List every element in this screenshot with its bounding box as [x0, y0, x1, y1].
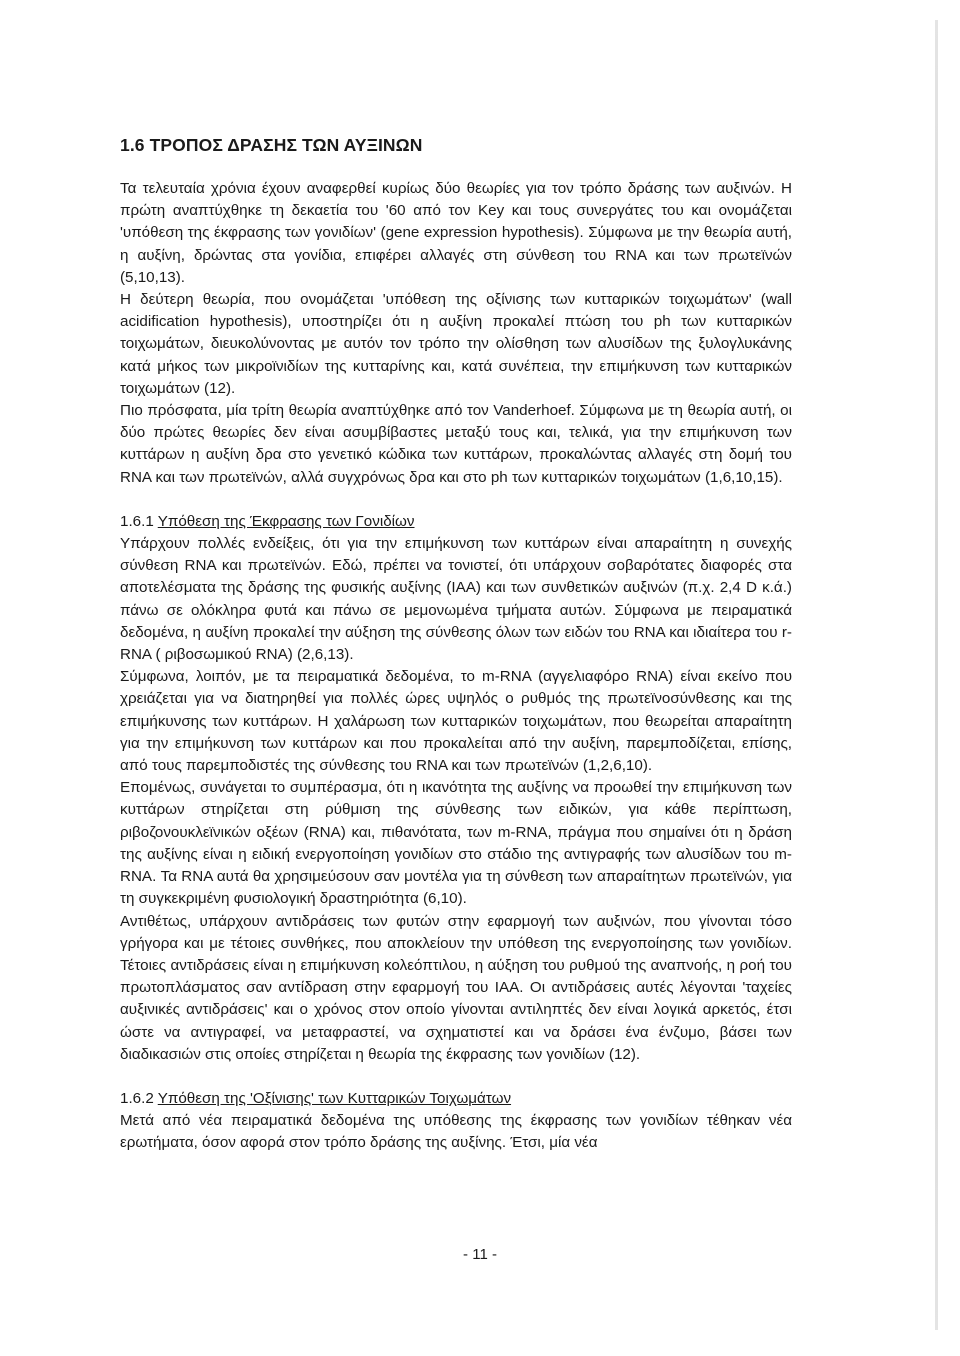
subsection-heading-1: [120, 511, 792, 533]
scan-edge-shadow: [935, 20, 938, 1330]
subsection-number-1: 1.6.1: [120, 512, 154, 530]
intro-paragraph-1: Τα τελευταία χρόνια έχουν αναφερθεί κυρίως δύο θεωρίες για τον τρόπο δράσης των αυξινών. Η πρώτη αναπτύχθηκε τη δεκαετία του '60 από τον Key και τους συνεργάτες του και ονομάζεται 'υπόθεση της έκφρασης των γονιδίων' (gene expression hypothesis). Σύμφωνα με την θεωρία αυτή, η αυξίνη, δρώντας στα γονίδια, επιφέρει αλλαγές στη σύνθεση του RNA και των πρωτεϊνών (5,10,13).: [120, 180, 792, 286]
subsection-title-2: Υπόθεση της 'Οξίνισης' των Κυτταρικών Τοιχωμάτων: [157, 1089, 512, 1107]
subsection-heading-2: [120, 1088, 792, 1110]
spacer: [120, 1066, 792, 1088]
subsection-1-paragraph-3: Επομένως, συνάγεται το συμπέρασμα, ότι η ικανότητα της αυξίνης να προωθεί την επιμήκυνση των κυττάρων στηρίζεται στη ρύθμιση της σύνθεσης των ειδικών, για κάθε περίπτωση, ριβοζονουκλεϊνικών οξέων (RNA) και, πιθανότατα, των m-RNA, πράγμα που σημαίνει ότι η δράση της αυξίνης είναι η ειδική ενεργοποίηση γονιδίων στο στάδιο της αντιγραφής των αλυσίδων του m-RNA. Τα RNA αυτά θα χρησιμεύσουν σαν μοντέλα για τη σύνθεση των απαραίτητων πρωτεϊνών, για τη συγκεκριμένη φυσιολογική δραστηριότητα (6,10).: [120, 779, 792, 908]
section-title: 1.6 ΤΡΟΠΟΣ ΔΡΑΣΗΣ ΤΩΝ ΑΥΞΙΝΩΝ: [120, 135, 423, 155]
spacer: [120, 489, 792, 511]
subsection-title-1: Υπόθεση της Έκφρασης των Γονιδίων: [157, 512, 415, 530]
subsection-1-paragraph-2: Σύμφωνα, λοιπόν, με τα πειραματικά δεδομένα, το m-RNA (αγγελιαφόρο RNA) είναι εκείνο που χρειάζεται για να διατηρηθεί για πολλές ώρες υψηλός ο ρυθμός της πρωτεϊνοσύνθεσης και της επιμήκυνσης των κυττάρων. Η χαλάρωση των κυτταρικών τοιχωμάτων, που θεωρείται απαραίτητη για την επιμήκυνση των κυττάρων και που προκαλείται από την αυξίνη, παρεμποδίζεται, επίσης, από τους παρεμποδιστές της σύνθεσης του RNA και των πρωτεϊνών (1,2,6,10).: [120, 668, 792, 775]
subsection-1-paragraph-4: Αντιθέτως, υπάρχουν αντιδράσεις των φυτών στην εφαρμογή των αυξινών, που γίνονται τόσο γρήγορα και με τέτοιες συνθήκες, που αποκλείουν την υπόθεση της ενεργοποίησης των γονιδίων. Τέτοιες αντιδράσεις είναι η επιμήκυνση κολεόπτιλου, η αύξηση του ρυθμού της αναπνοής, η ροή του πρωτοπλάσματος σαν αντίδραση στην εφαρμογή του ΙΑΑ. Οι αντιδράσεις αυτές λέγονται 'ταχείες αυξινικές αντιδράσεις' και ο χρόνος στον οποίο γίνονται αντιληπτές δεν είναι λογικά αρκετός, έτσι ώστε να αντιγραφεί, να μεταφραστεί, να σχηματιστεί και να δράσει ένα ένζυμο, βάσει των διαδικασιών στις οποίες στηρίζεται η θεωρία της έκφρασης των γονιδίων (12).: [120, 912, 792, 1063]
subsection-number-2: 1.6.2: [120, 1089, 154, 1107]
intro-paragraph-3: Πιο πρόσφατα, μία τρίτη θεωρία αναπτύχθηκε από τον Vanderhoef. Σύμφωνα με τη θεωρία αυτή, οι δύο πρώτες θεωρίες δεν είναι ασυμβίβαστες μεταξύ τους και, τελικά, για την επιμήκυνση των κυττάρων η αυξίνη δρα στο γενετικό κώδικα των κυττάρων, προκαλώντας αλλαγές στη δομή του RNA και των πρωτεϊνών, αλλά συγχρόνως δρα και στο ph των κυτταρικών τοιχωμάτων (1,6,10,15).: [120, 402, 792, 486]
subsection-1-paragraph-1: Υπάρχουν πολλές ενδείξεις, ότι για την επιμήκυνση των κυττάρων είναι απαραίτητη η συνεχής σύνθεση RNA και πρωτεϊνών. Εδώ, πρέπει να τονιστεί, ότι υπάρχουν σοβαρότατες διαφορές στα αποτελέσματα της δράσης της φυσικής αυξίνης (ΙΑΑ) και των συνθετικών αυξινών (π.χ. 2,4 D κ.ά.) πάνω σε ολόκληρα φυτά και πάνω σε μεμονωμένα τμήματα αυτών. Σύμφωνα με πειραματικά δεδομένα, η αυξίνη προκαλεί την αύξηση της σύνθεσης όλων των ειδών του RNA και ιδιαίτερα του r-RNA ( ριβοσωμικού RNA) (2,6,13).: [120, 535, 792, 664]
intro-paragraph-2: Η δεύτερη θεωρία, που ονομάζεται 'υπόθεση της οξίνισης των κυτταρικών τοιχωμάτων' (wall acidification hypothesis), υποστηρίζει ότι η αυξίνη προκαλεί πτώση του ph των κυτταρικών τοιχωμάτων, διευκολύνοντας με αυτόν τον τρόπο την ολίσθηση των αλυσίδων της ξυλογλυκάνης κατά μήκος των μικροϊνιδίων της κυτταρίνης και, κατά συνέπεια, την επιμήκυνση των κυτταρικών τοιχωμάτων (12).: [120, 291, 792, 397]
document-page: [120, 134, 792, 1155]
subsection-2-paragraph-1: Μετά από νέα πειραματικά δεδομένα της υπόθεσης της έκφρασης των γονιδίων τέθηκαν νέα ερωτήματα, όσον αφορά στον τρόπο δράσης της αυξίνης. Έτσι, μία νέα: [120, 1112, 792, 1152]
page-number: - 11 -: [463, 1246, 497, 1263]
